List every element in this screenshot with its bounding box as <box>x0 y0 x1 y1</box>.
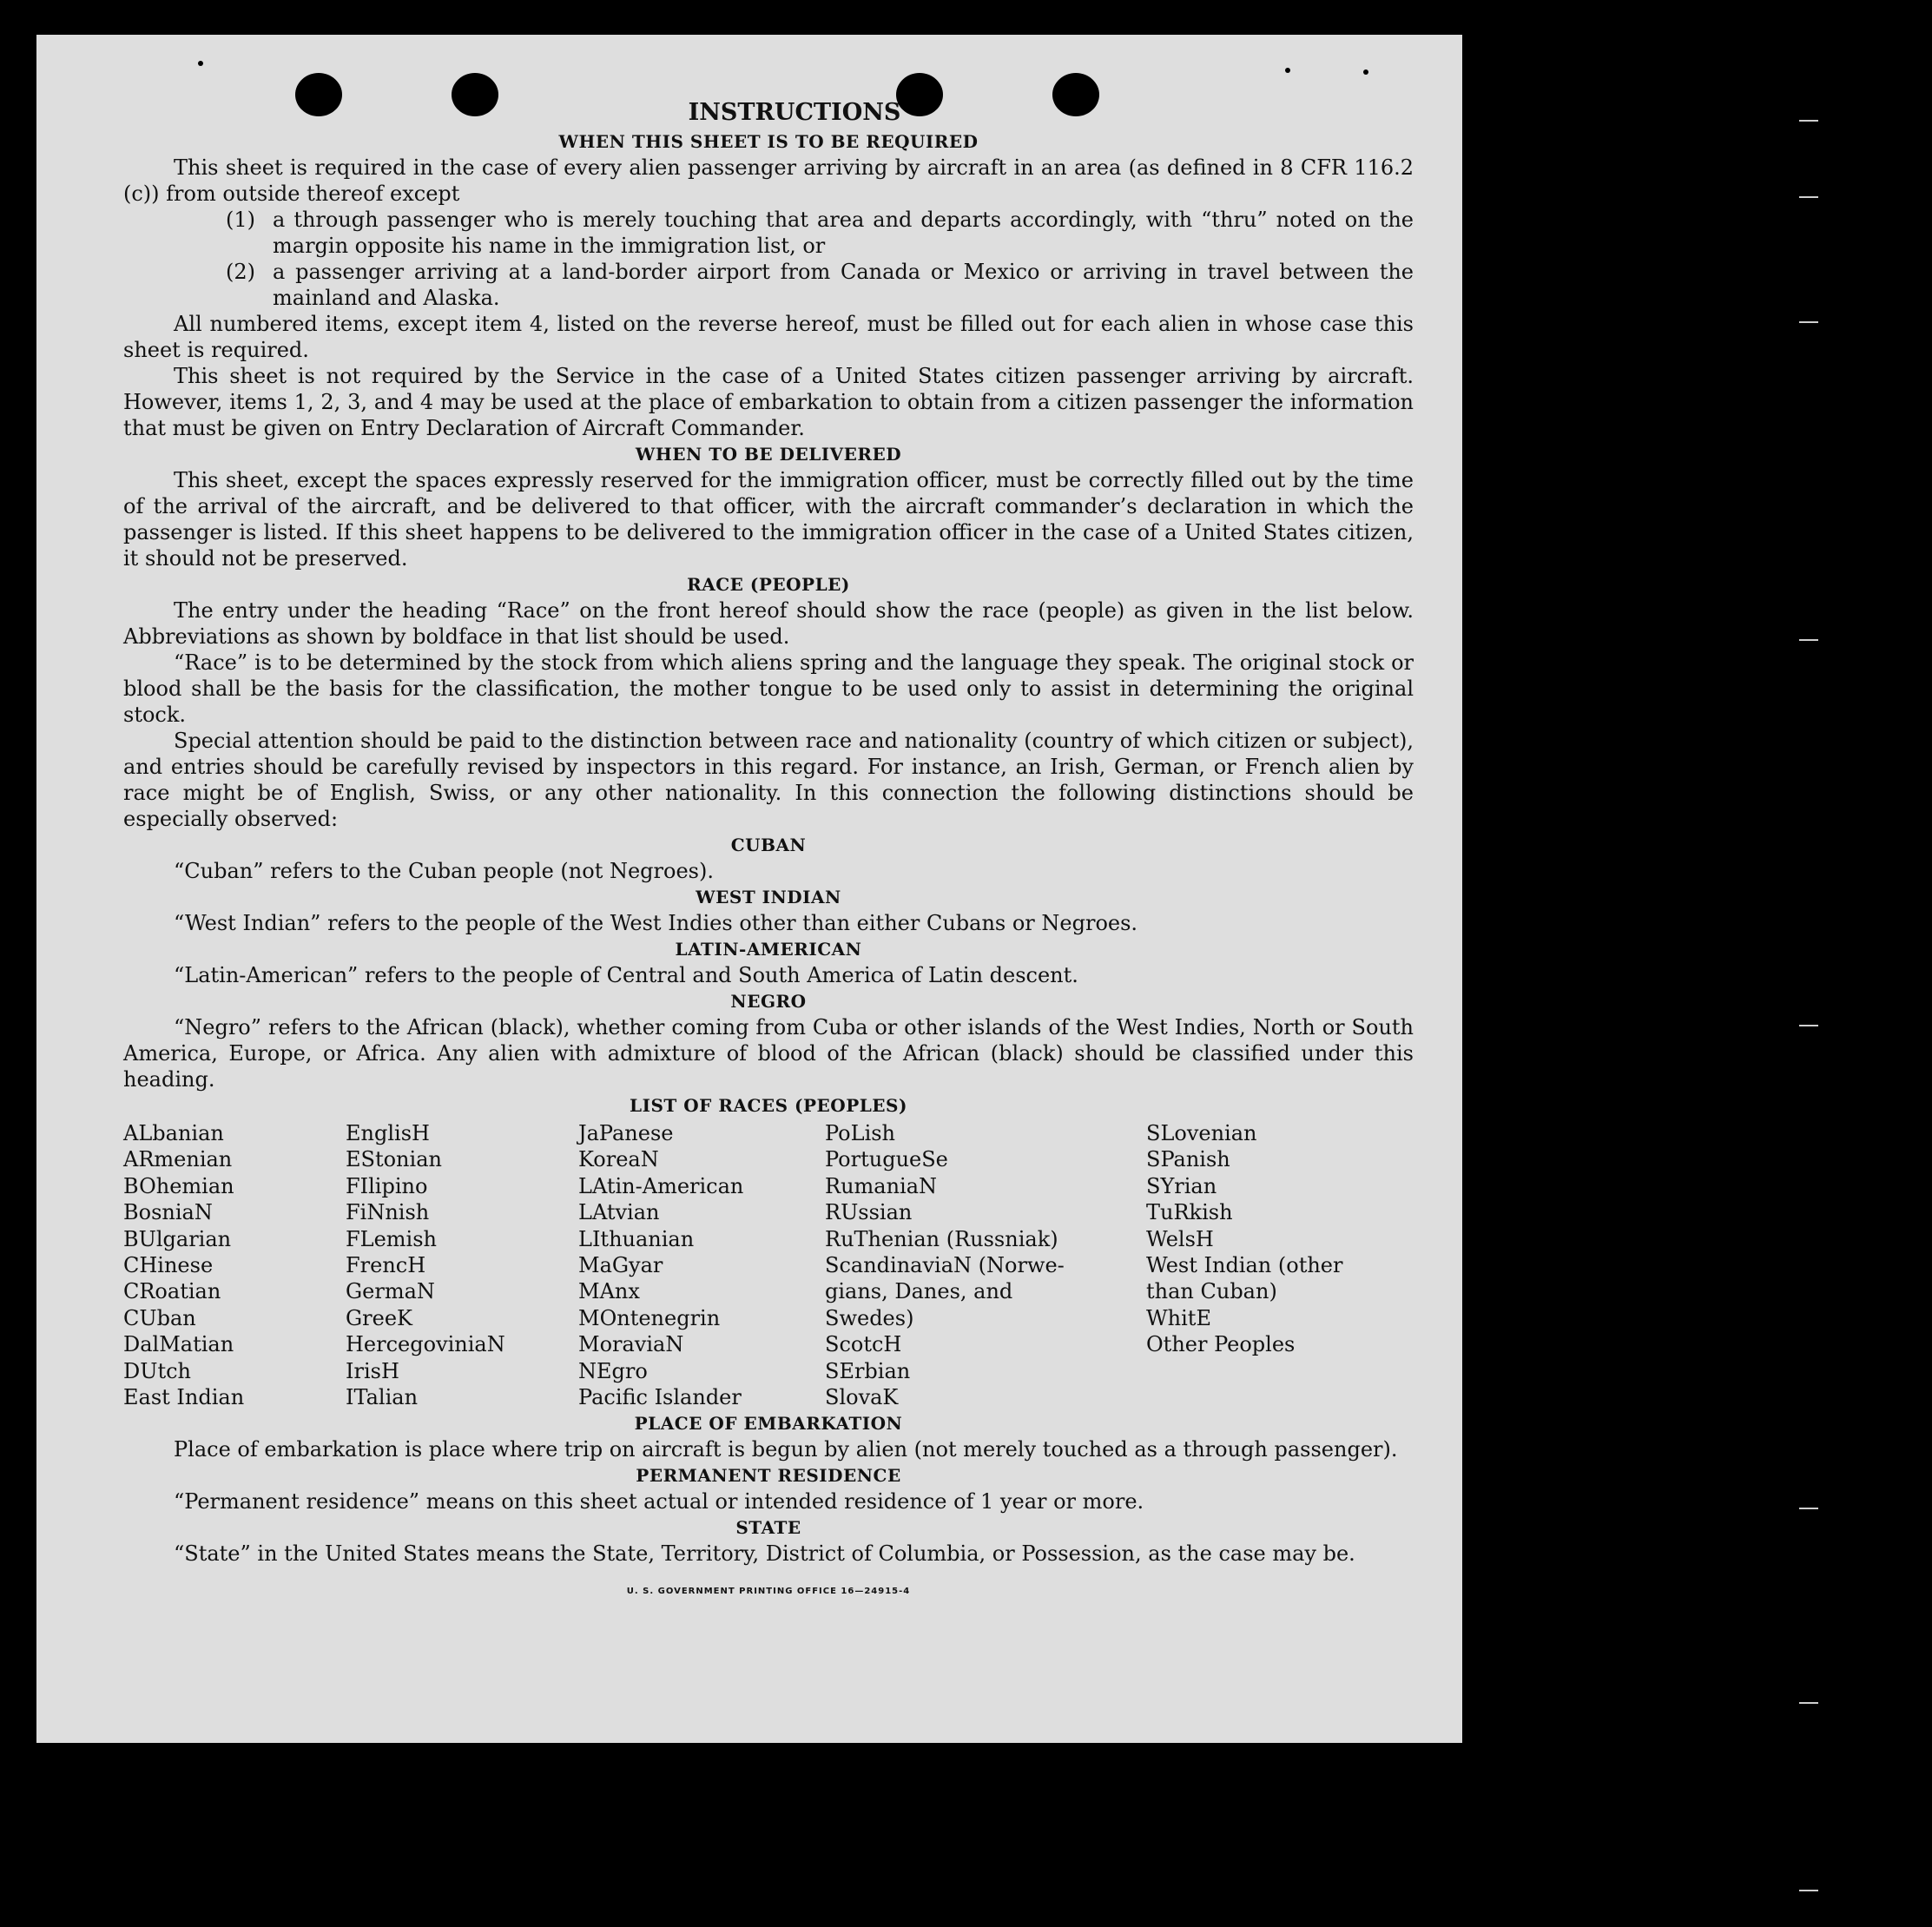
printer-imprint: U. S. GOVERNMENT PRINTING OFFICE 16—24915-4 <box>626 1587 911 1597</box>
page-title: INSTRUCTIONS <box>688 99 901 126</box>
race-entry: BosniaN <box>123 1200 213 1225</box>
race-entry: WhitE <box>1146 1305 1211 1330</box>
paragraph: All numbered items, except item 4, listed on the reverse hereof, must be filled out for each alien in whose case this sheet is required. <box>123 312 1414 362</box>
document-page <box>36 35 1462 1743</box>
race-entry: CUban <box>123 1305 196 1330</box>
section-heading: PERMANENT RESIDENCE <box>636 1465 901 1487</box>
race-entry: CRoatian <box>123 1279 221 1304</box>
race-entry: PoLish <box>825 1121 896 1145</box>
paragraph: “State” in the United States means the State, Territory, District of Columbia, or Possession, as the case may be. <box>174 1541 1355 1567</box>
race-entry: East Indian <box>123 1385 245 1410</box>
race-entry: DalMatian <box>123 1332 234 1357</box>
race-entry: ScotcH <box>825 1332 902 1357</box>
paragraph: “West Indian” refers to the people of the West Indies other than either Cubans or Negroes. <box>174 911 1138 935</box>
race-entry: FrencH <box>346 1253 426 1278</box>
race-entry: LAtin-American <box>578 1173 744 1198</box>
race-column <box>1146 1120 1414 1410</box>
section-heading: LATIN-AMERICAN <box>675 939 862 960</box>
margin-mark <box>1799 639 1818 641</box>
race-column <box>346 1120 578 1410</box>
race-entry: Pacific Islander <box>578 1385 742 1410</box>
race-entry: FLemish <box>346 1226 437 1251</box>
race-entry: MaGyar <box>578 1253 663 1278</box>
race-entry: CHinese <box>123 1253 214 1278</box>
race-entry: EStonian <box>346 1147 442 1172</box>
race-entry: WelsH <box>1146 1226 1214 1251</box>
race-list <box>123 1120 1414 1410</box>
race-entry: BOhemian <box>123 1173 234 1198</box>
margin-mark <box>1799 1025 1818 1026</box>
race-entry: MAnx <box>578 1279 640 1304</box>
race-entry: ARmenian <box>123 1147 233 1172</box>
race-entry: GermaN <box>346 1279 435 1304</box>
race-entry: FiNnish <box>346 1200 430 1225</box>
ink-speck <box>198 61 203 66</box>
race-entry: MoraviaN <box>578 1332 684 1357</box>
race-entry: RumaniaN <box>825 1173 938 1198</box>
section-heading: NEGRO <box>730 991 807 1012</box>
race-entry: JaPanese <box>578 1121 674 1145</box>
paragraph: “Cuban” refers to the Cuban people (not Negroes). <box>174 859 714 883</box>
margin-mark <box>1799 1890 1818 1891</box>
race-entry: HercegoviniaN <box>346 1332 505 1357</box>
section-heading: STATE <box>735 1517 801 1539</box>
item-number: (2) <box>226 260 255 284</box>
race-entry: NEgro <box>578 1358 648 1383</box>
race-entry: GreeK <box>346 1305 412 1330</box>
item-number: (1) <box>226 208 255 232</box>
race-entry: KoreaN <box>578 1147 659 1172</box>
margin-mark <box>1799 120 1818 122</box>
race-entry: RUssian <box>825 1200 913 1225</box>
race-entry: ScandinaviaN (Norwe- gians, Danes, and Swedes) <box>825 1253 1065 1330</box>
margin-mark <box>1799 321 1818 323</box>
section-heading: WEST INDIAN <box>696 887 841 907</box>
paragraph: “Permanent residence” means on this sheet actual or intended residence of 1 year or more. <box>174 1489 1144 1515</box>
ink-speck <box>1285 68 1290 73</box>
ink-speck <box>1363 69 1368 75</box>
race-entry: FIlipino <box>346 1173 428 1198</box>
section-heading: LIST OF RACES (PEOPLES) <box>630 1095 907 1116</box>
race-entry: RuThenian (Russniak) <box>825 1226 1058 1251</box>
race-entry: SLovenian <box>1146 1121 1257 1145</box>
race-entry: SErbian <box>825 1358 911 1383</box>
race-column <box>123 1120 346 1410</box>
margin-mark <box>1799 1508 1818 1509</box>
race-column <box>578 1120 825 1410</box>
section-heading: RACE (PEOPLE) <box>687 574 850 595</box>
race-entry: SlovaK <box>825 1385 899 1410</box>
paragraph: The entry under the heading “Race” on the front hereof should show the race (people) as given in the list below. Abbreviations as shown by boldface in that list should be used. <box>123 598 1414 649</box>
paragraph: “Negro” refers to the African (black), whether coming from Cuba or other islands of the West Indies, North or South America, Europe, or Africa. Any alien with admixture of blood of the African (black) should be classified under this heading. <box>123 1015 1414 1092</box>
section-heading: WHEN TO BE DELIVERED <box>635 444 902 465</box>
race-entry: West Indian (other than Cuban) <box>1146 1253 1343 1304</box>
section-heading: PLACE OF EMBARKATION <box>634 1413 903 1435</box>
race-entry: Other Peoples <box>1146 1332 1296 1357</box>
section-heading: WHEN THIS SHEET IS TO BE REQUIRED <box>558 131 979 152</box>
race-entry: TuRkish <box>1146 1200 1233 1225</box>
race-entry: LAtvian <box>578 1200 660 1225</box>
race-entry: IrisH <box>346 1358 399 1383</box>
section-heading: CUBAN <box>730 835 807 855</box>
race-entry: ITalian <box>346 1385 419 1410</box>
paragraph: Special attention should be paid to the distinction between race and nationality (country of which citizen or subject), and entries should be carefully revised by inspectors in this regard. For instance, an Irish, German, or French alien by race might be of English, Swiss, or any other nationality. In this connection the following distinctions should be especially observed: <box>123 729 1414 831</box>
paragraph: This sheet is not required by the Service in the case of a United States citizen passenger arriving by aircraft. However, items 1, 2, 3, and 4 may be used at the place of embarkation to obtain from a citizen passenger the information that must be given on Entry Declaration of Aircraft Commander. <box>123 364 1414 440</box>
item-text: a passenger arriving at a land-border airport from Canada or Mexico or arriving in travel between the mainland and Alaska. <box>273 260 1414 310</box>
instructions-content <box>123 97 1414 1605</box>
paragraph: “Latin-American” refers to the people of Central and South America of Latin descent. <box>174 963 1078 987</box>
item-text: a through passenger who is merely touching that area and departs accordingly, with “thru” noted on the margin opposite his name in the immigration list, or <box>273 208 1414 258</box>
race-entry: DUtch <box>123 1358 192 1383</box>
race-entry: ALbanian <box>123 1121 224 1145</box>
race-entry: BUlgarian <box>123 1226 232 1251</box>
race-entry: SPanish <box>1146 1147 1230 1172</box>
list-item <box>226 259 1414 311</box>
margin-mark <box>1799 1702 1818 1704</box>
race-entry: MOntenegrin <box>578 1305 721 1330</box>
race-entry: SYrian <box>1146 1173 1217 1198</box>
race-entry: EnglisH <box>346 1121 430 1145</box>
list-item <box>226 207 1414 259</box>
paragraph: This sheet is required in the case of every alien passenger arriving by aircraft in an area (as defined in 8 CFR 116.2 (c)) from outside thereof except <box>123 155 1414 206</box>
paragraph: Place of embarkation is place where trip on aircraft is begun by alien (not merely touched as a through passenger). <box>174 1437 1398 1462</box>
race-entry: PortugueSe <box>825 1147 948 1172</box>
race-column <box>825 1120 1146 1410</box>
margin-mark <box>1799 196 1818 198</box>
paragraph: This sheet, except the spaces expressly reserved for the immigration officer, must be correctly filled out by the time of the arrival of the aircraft, and be delivered to that officer, with the aircraft commander’s declaration in which the passenger is listed. If this sheet happens to be delivered to the immigration officer in the case of a United States citizen, it should not be preserved. <box>123 468 1414 571</box>
race-entry: LIthuanian <box>578 1226 695 1251</box>
paragraph: “Race” is to be determined by the stock from which aliens spring and the language they speak. The original stock or blood shall be the basis for the classification, the mother tongue to be used only to assist in determining the original stock. <box>123 650 1414 727</box>
